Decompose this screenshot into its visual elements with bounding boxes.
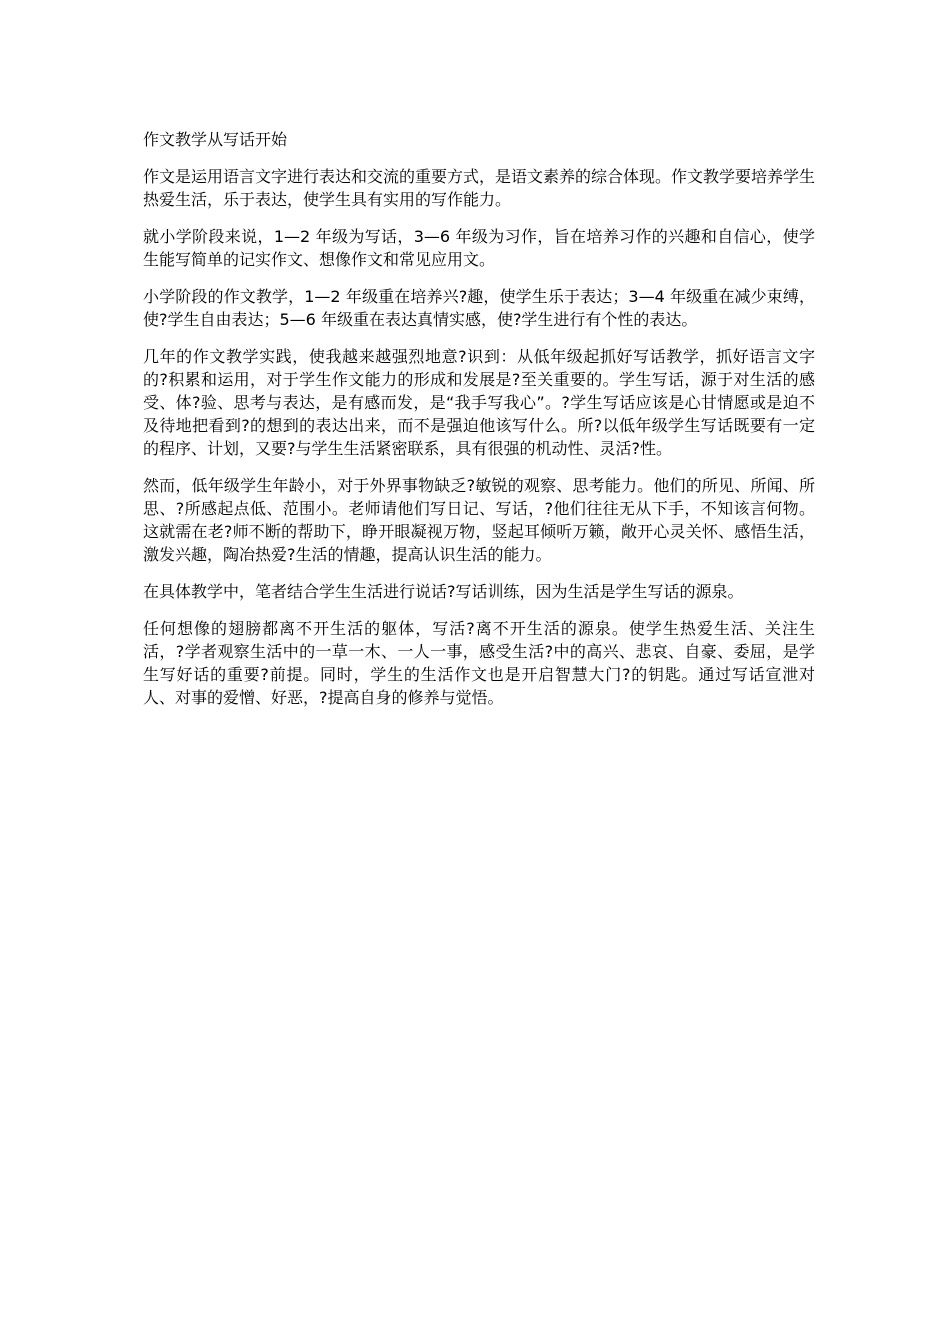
paragraph: 任何想像的翅膀都离不开生活的躯体，写活?离不开生活的源泉。使学生热爱生活、关注生活，?学者观察生活中的一草一木、一人一事，感受生活?中的高兴、悲哀、自豪、委屈，是学生写好话的重要?前提。同时，学生的生活作文也是开启智慧大门?的钥匙。通过写话宣泄对人、对事的爱憎、好恶，?提高自身的修养与觉悟。 <box>143 619 815 707</box>
document-body <box>143 128 815 723</box>
paragraph: 作文是运用语言文字进行表达和交流的重要方式，是语文素养的综合体现。作文教学要培养学生热爱生活，乐于表达，使学生具有实用的写作能力。 <box>143 167 816 209</box>
document-title: 作文教学从写话开始 <box>143 130 288 149</box>
paragraph: 然而，低年级学生年龄小，对于外界事物缺乏?敏锐的观察、思考能力。他们的所见、所闻、所思、?所感起点低、范围小。老师请他们写日记、写话，?他们往往无从下手，不知该言何物。这就需在老?师不断的帮助下，睁开眼凝视万物，竖起耳倾听万籁，敞开心灵关怀、感悟生活，激发兴趣，陶冶热爱?生活的情趣，提高认识生活的能力。 <box>143 476 815 564</box>
paragraph: 几年的作文教学实践，使我越来越强烈地意?识到：从低年级起抓好写话教学，抓好语言文字的?积累和运用，对于学生作文能力的形成和发展是?至关重要的。学生写话，源于对生活的感受、体?验、思考与表达，是有感而发，是“我手写我心”。?学生写话应该是心甘情愿或是迫不及待地把看到?的想到的表达出来，而不是强迫他该写什么。所?以低年级学生写话既要有一定的程序、计划，又要?与学生生活紧密联系，具有很强的机动性、灵活?性。 <box>143 347 815 458</box>
paragraph: 就小学阶段来说，1—2 年级为写话，3—6 年级为习作，旨在培养习作的兴趣和自信心，使学生能写简单的记实作文、想像作文和常见应用文。 <box>143 227 815 269</box>
paragraph: 小学阶段的作文教学，1—2 年级重在培养兴?趣，使学生乐于表达；3—4 年级重在减少束缚，使?学生自由表达；5—6 年级重在表达真情实感，使?学生进行有个性的表达。 <box>143 287 815 329</box>
paragraph: 在具体教学中，笔者结合学生生活进行说话?写话训练，因为生活是学生写话的源泉。 <box>143 582 744 601</box>
